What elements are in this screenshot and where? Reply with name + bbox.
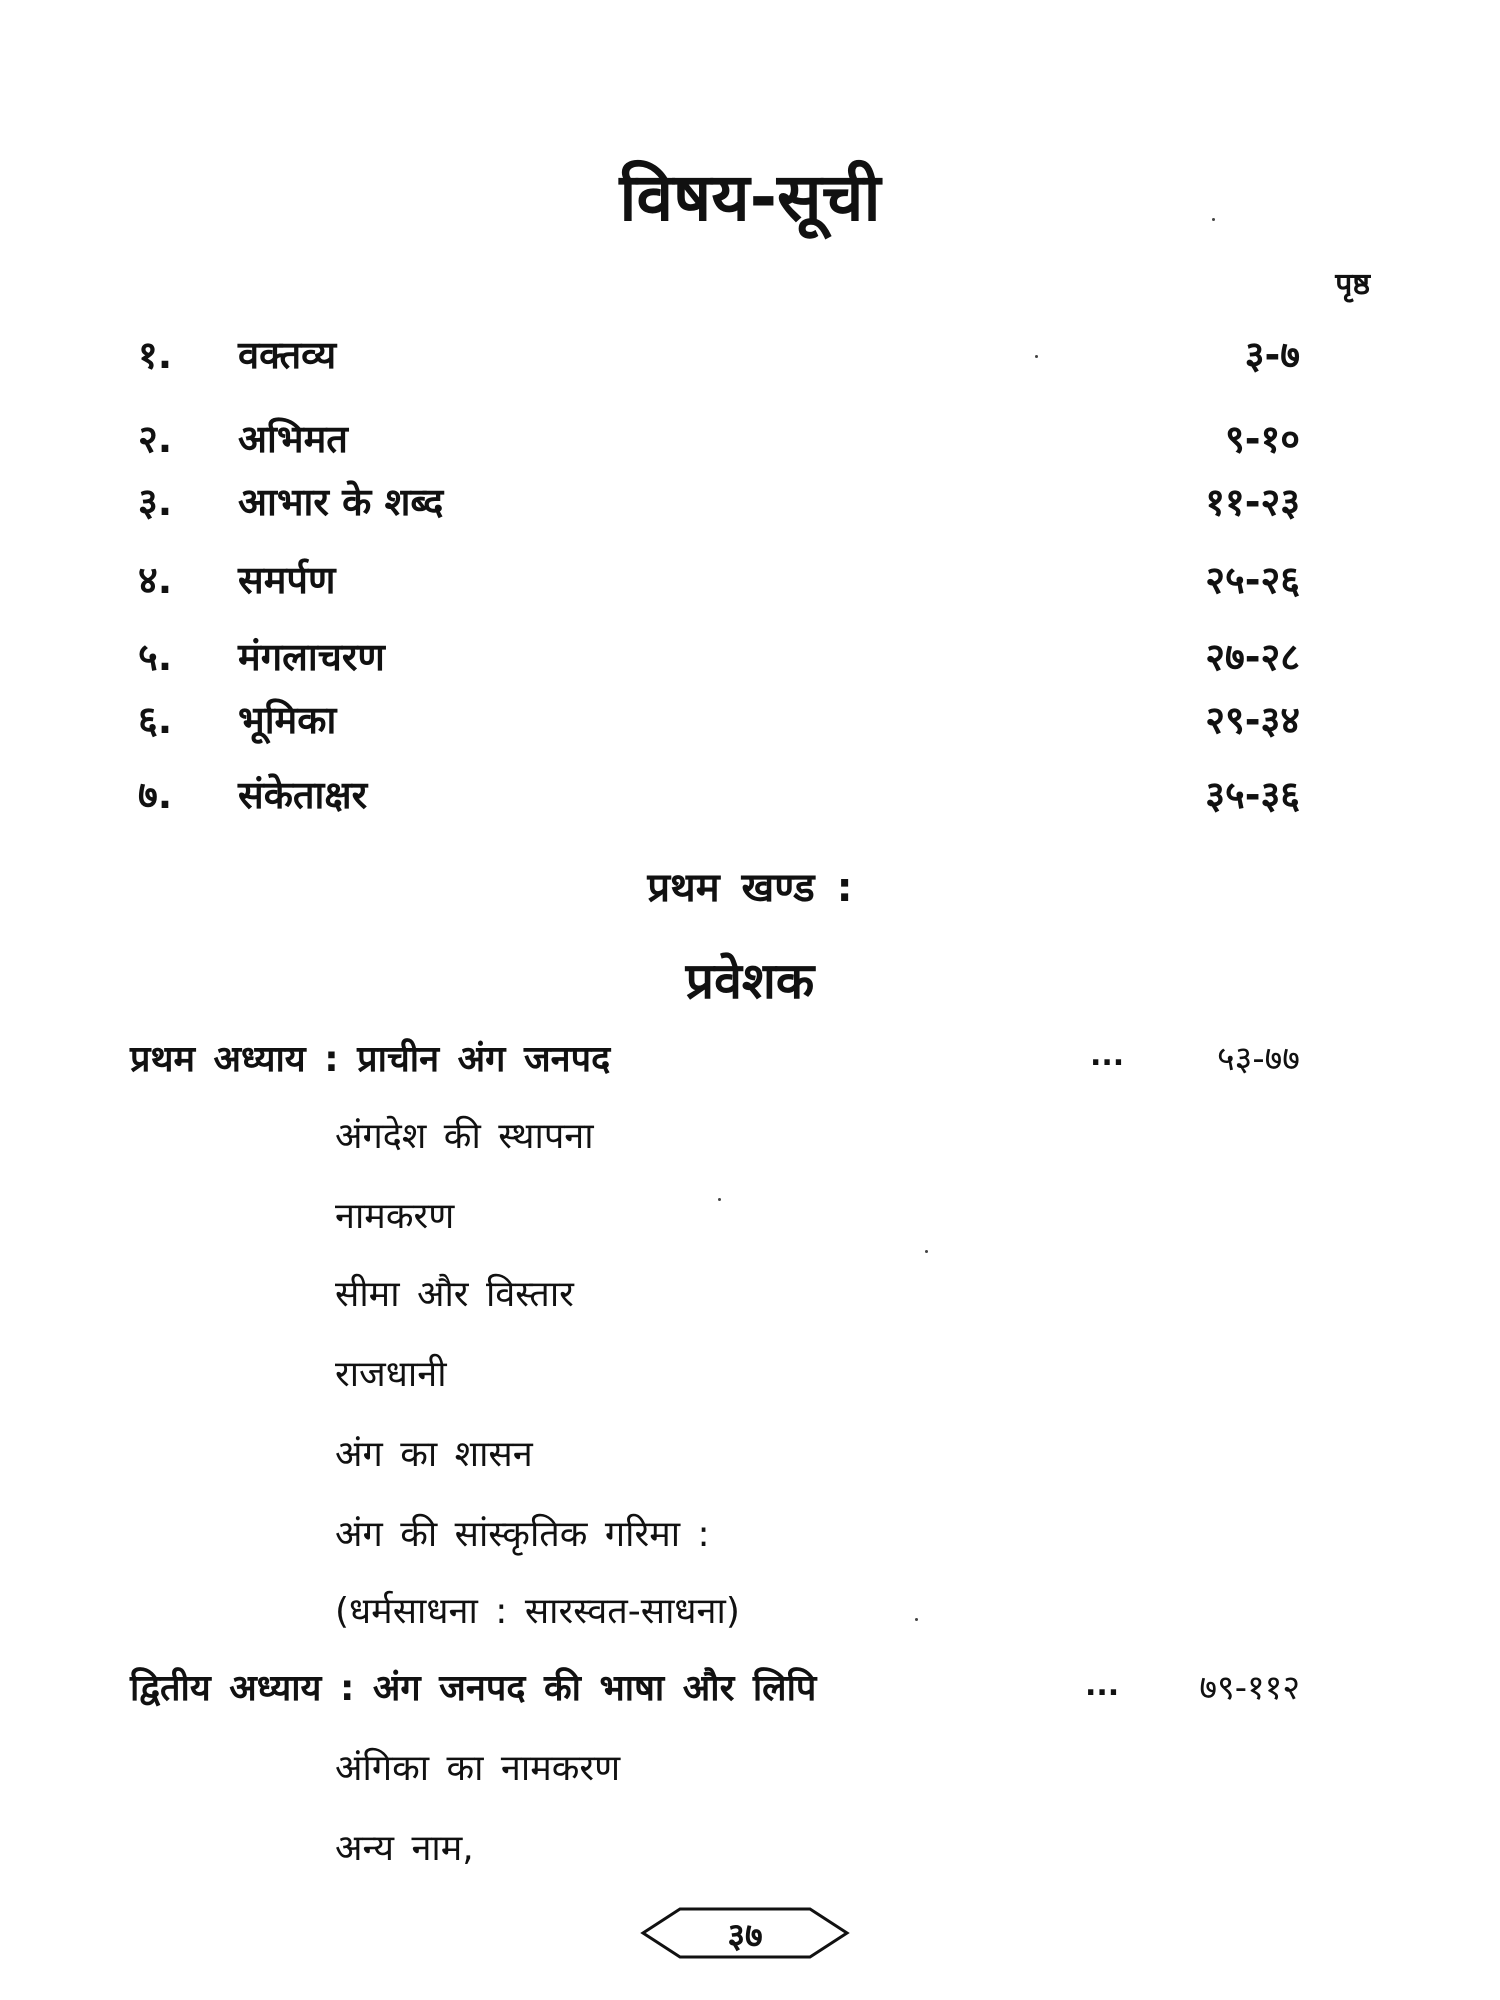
entry-number: ४.: [138, 558, 173, 602]
scan-speck: [925, 1250, 928, 1253]
topic-item: अंगदेश की स्थापना: [335, 1116, 594, 1157]
entry-title: संकेताक्षर: [238, 773, 368, 817]
entry-pages: २५-२६: [1205, 558, 1300, 602]
entry-pages: २७-२८: [1205, 635, 1300, 679]
entry-number: ५.: [138, 635, 173, 679]
topic-item: (धर्मसाधना : सारस्वत-साधना): [335, 1591, 740, 1632]
entry-title: आभार के शब्द: [238, 480, 444, 524]
entry-pages: ३-७: [1244, 333, 1300, 377]
entry-number: ३.: [138, 480, 173, 524]
topic-item: अंग का शासन: [335, 1434, 533, 1475]
entry-number: ७.: [138, 773, 173, 817]
entry-number: ६.: [138, 698, 173, 742]
topic-item: नामकरण: [335, 1196, 455, 1237]
entry-number: १.: [138, 333, 173, 377]
topic-item: अंग की सांस्कृतिक गरिमा :: [335, 1514, 710, 1555]
entry-title: वक्तव्य: [238, 333, 337, 377]
scan-speck: [1035, 355, 1038, 358]
section-name: प्रवेशक: [685, 952, 815, 1010]
folio-ornament: [640, 1905, 850, 1961]
topic-item: अन्य नाम,: [335, 1828, 474, 1869]
scan-speck: [915, 1618, 918, 1621]
folio-number: ३७: [727, 1916, 763, 1956]
topic-item: राजधानी: [335, 1354, 447, 1395]
chapter-leader-dots: ...: [1085, 1668, 1120, 1703]
entry-title: समर्पण: [238, 558, 336, 602]
entry-pages: ११-२३: [1205, 480, 1300, 524]
chapter-title: द्वितीय अध्याय : अंग जनपद की भाषा और लिपि: [130, 1668, 817, 1709]
entry-pages: ३५-३६: [1205, 773, 1300, 817]
entry-title: भूमिका: [238, 698, 337, 742]
entry-number: २.: [138, 417, 173, 461]
entry-title: अभिमत: [238, 417, 348, 461]
entry-title: मंगलाचरण: [238, 635, 385, 679]
page-column-label: पृष्ठ: [1335, 267, 1370, 302]
chapter-leader-dots: ...: [1090, 1038, 1125, 1073]
topic-item: सीमा और विस्तार: [335, 1274, 574, 1315]
scan-speck: [1212, 218, 1215, 221]
section-label: प्रथम खण्ड :: [647, 865, 853, 911]
scan-speck: [718, 1198, 721, 1201]
topic-item: अंगिका का नामकरण: [335, 1748, 621, 1789]
chapter-pages: ५३-७७: [1217, 1039, 1300, 1079]
page-title: विषय-सूची: [619, 159, 881, 236]
entry-pages: २९-३४: [1205, 698, 1300, 742]
chapter-title: प्रथम अध्याय : प्राचीन अंग जनपद: [130, 1039, 611, 1080]
entry-pages: ९-१०: [1224, 417, 1300, 461]
chapter-pages: ७९-११२: [1199, 1668, 1300, 1708]
